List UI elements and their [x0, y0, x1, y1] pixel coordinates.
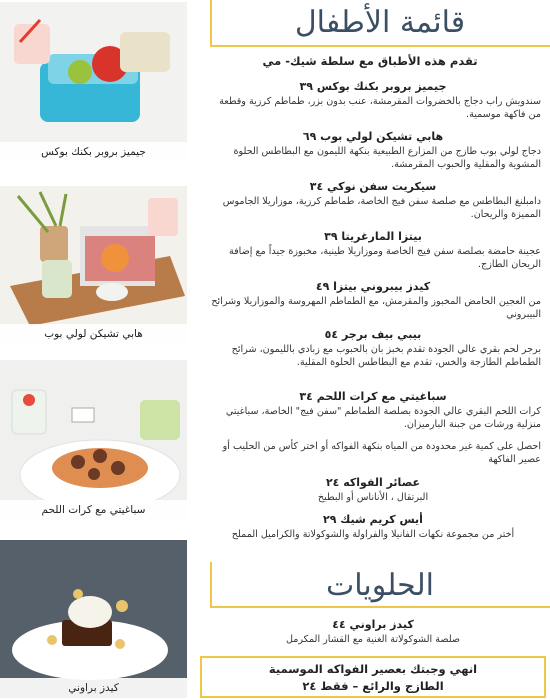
photo-caption: جيميز بروبر بكنك بوكس [0, 142, 187, 162]
menu-item [205, 390, 541, 431]
menu-item [205, 513, 541, 541]
menu-item-name: بيبي بيف برجر ٥٤ [324, 328, 422, 341]
photo-chicken-lollipop [0, 186, 187, 344]
photo-caption: هابي تشيكن لولي بوب [0, 324, 187, 344]
desserts-title: الحلويات [325, 568, 434, 603]
kids-menu-subtitle: تقدم هذه الأطباق مع سلطة شيك- مي [262, 54, 478, 68]
menu-item-desc: البرتقال ، الأناناس أو البطيخ [317, 492, 429, 503]
spaghetti-image [0, 360, 187, 520]
menu-item [205, 130, 541, 171]
menu-item [205, 476, 541, 504]
photo-spaghetti [0, 360, 187, 520]
drink-note: احصل على كمية غير محدودة من المياه بنكهة الفواكه أو اختر كأس من الحليب أو عصير الفاكهة [222, 441, 541, 465]
menu-item-name: أيس كريم شيك ٢٩ [323, 513, 423, 526]
menu-item-name: سباغيتي مع كرات اللحم ٣٤ [299, 390, 447, 403]
promo-line-2: الطازج والرائع – فقط ٢٤ [302, 679, 444, 693]
photo-picnic-box [0, 2, 187, 162]
kids-menu-title: قائمة الأطفال [294, 5, 466, 40]
menu-item-desc: أختر من مجموعة نكهات الفانيلا والفراولة والشوكولاتة والكراميل المملح [231, 529, 515, 540]
promo-line-1: انهي وجبتك بعصير الفواكه الموسمية [268, 662, 478, 676]
menu-item-name: كيدز براوني ٤٤ [332, 618, 414, 631]
chicken-lollipop-image [0, 186, 187, 344]
menu-item-name: سيكريت سفن نوكي ٣٤ [309, 180, 437, 193]
photo-caption: سباغيتي مع كرات اللحم [0, 500, 187, 520]
menu-item [205, 180, 541, 221]
menu-item-desc: دامبلنغ البطاطس مع صلصة سفن فيج الخاصة، طماطم كرزية، موزاريلا الجاموس المميزة والريحان. [222, 196, 541, 220]
menu-item-desc: كرات اللحم البقري عالي الجودة بصلصة الطماطم "سفن فيج" الخاصة، سباغيتي منزلية ورشات من جبنة البارميزان. [225, 406, 541, 430]
menu-item [205, 618, 541, 646]
photo-caption: كيدز براوني [0, 678, 187, 698]
menu-item-name: عصائر الفواكه ٢٤ [325, 476, 421, 489]
menu-item-desc: دجاج لولي بوب طازج من المزارع الطبيعية بنكهة الليمون مع البطاطس الحلوة المشوية والمقلية والحبوب المقرمشة. [233, 146, 541, 170]
menu-item-name: جيميز بروبر بكنك بوكس ٣٩ [299, 80, 447, 93]
menu-item-desc: صلصة الشوكولاتة الغنية مع القشار المكرمل [285, 634, 461, 645]
menu-item [205, 80, 541, 121]
menu-item-name: هابي تشيكن لولي بوب ٦٩ [302, 130, 444, 143]
promo-box [200, 656, 546, 698]
menu-item-desc: برجر لحم بقري عالي الجودة تقدم بخبز بان بالحبوب مع زبادي بالليمون، شرائح الطماطم الطازجة والخس، تقدم مع البطاطس الحلوة المقلية. [231, 344, 541, 368]
picnic-box-image [0, 2, 187, 162]
photo-brownie [0, 540, 187, 698]
menu-item-desc: عجينة حامضة بصلصة سفن فيج الخاصة وموزاريلا طينية، مخبوزة جيداً مع إضافة الريحان الطازج. [228, 246, 541, 270]
menu-item-desc: سندويش راب دجاج بالخضروات المقرمشة، عنب بدون بزر، طماطم كرزية وقطعة من فاكهة موسمية. [219, 96, 541, 120]
brownie-image [0, 540, 187, 698]
menu-item-name: كيدز بيبروني بيتزا ٤٩ [315, 280, 431, 293]
menu-item [205, 280, 541, 321]
menu-item-desc: من العجين الحامض المخبوز والمقرمش، مع الطماطم المهروسة والموزاريلا وشرائح البيبروني [211, 296, 541, 320]
menu-item-name: بيتزا المارغريتا ٣٩ [324, 230, 422, 243]
menu-item [205, 328, 541, 369]
menu-item [205, 230, 541, 271]
